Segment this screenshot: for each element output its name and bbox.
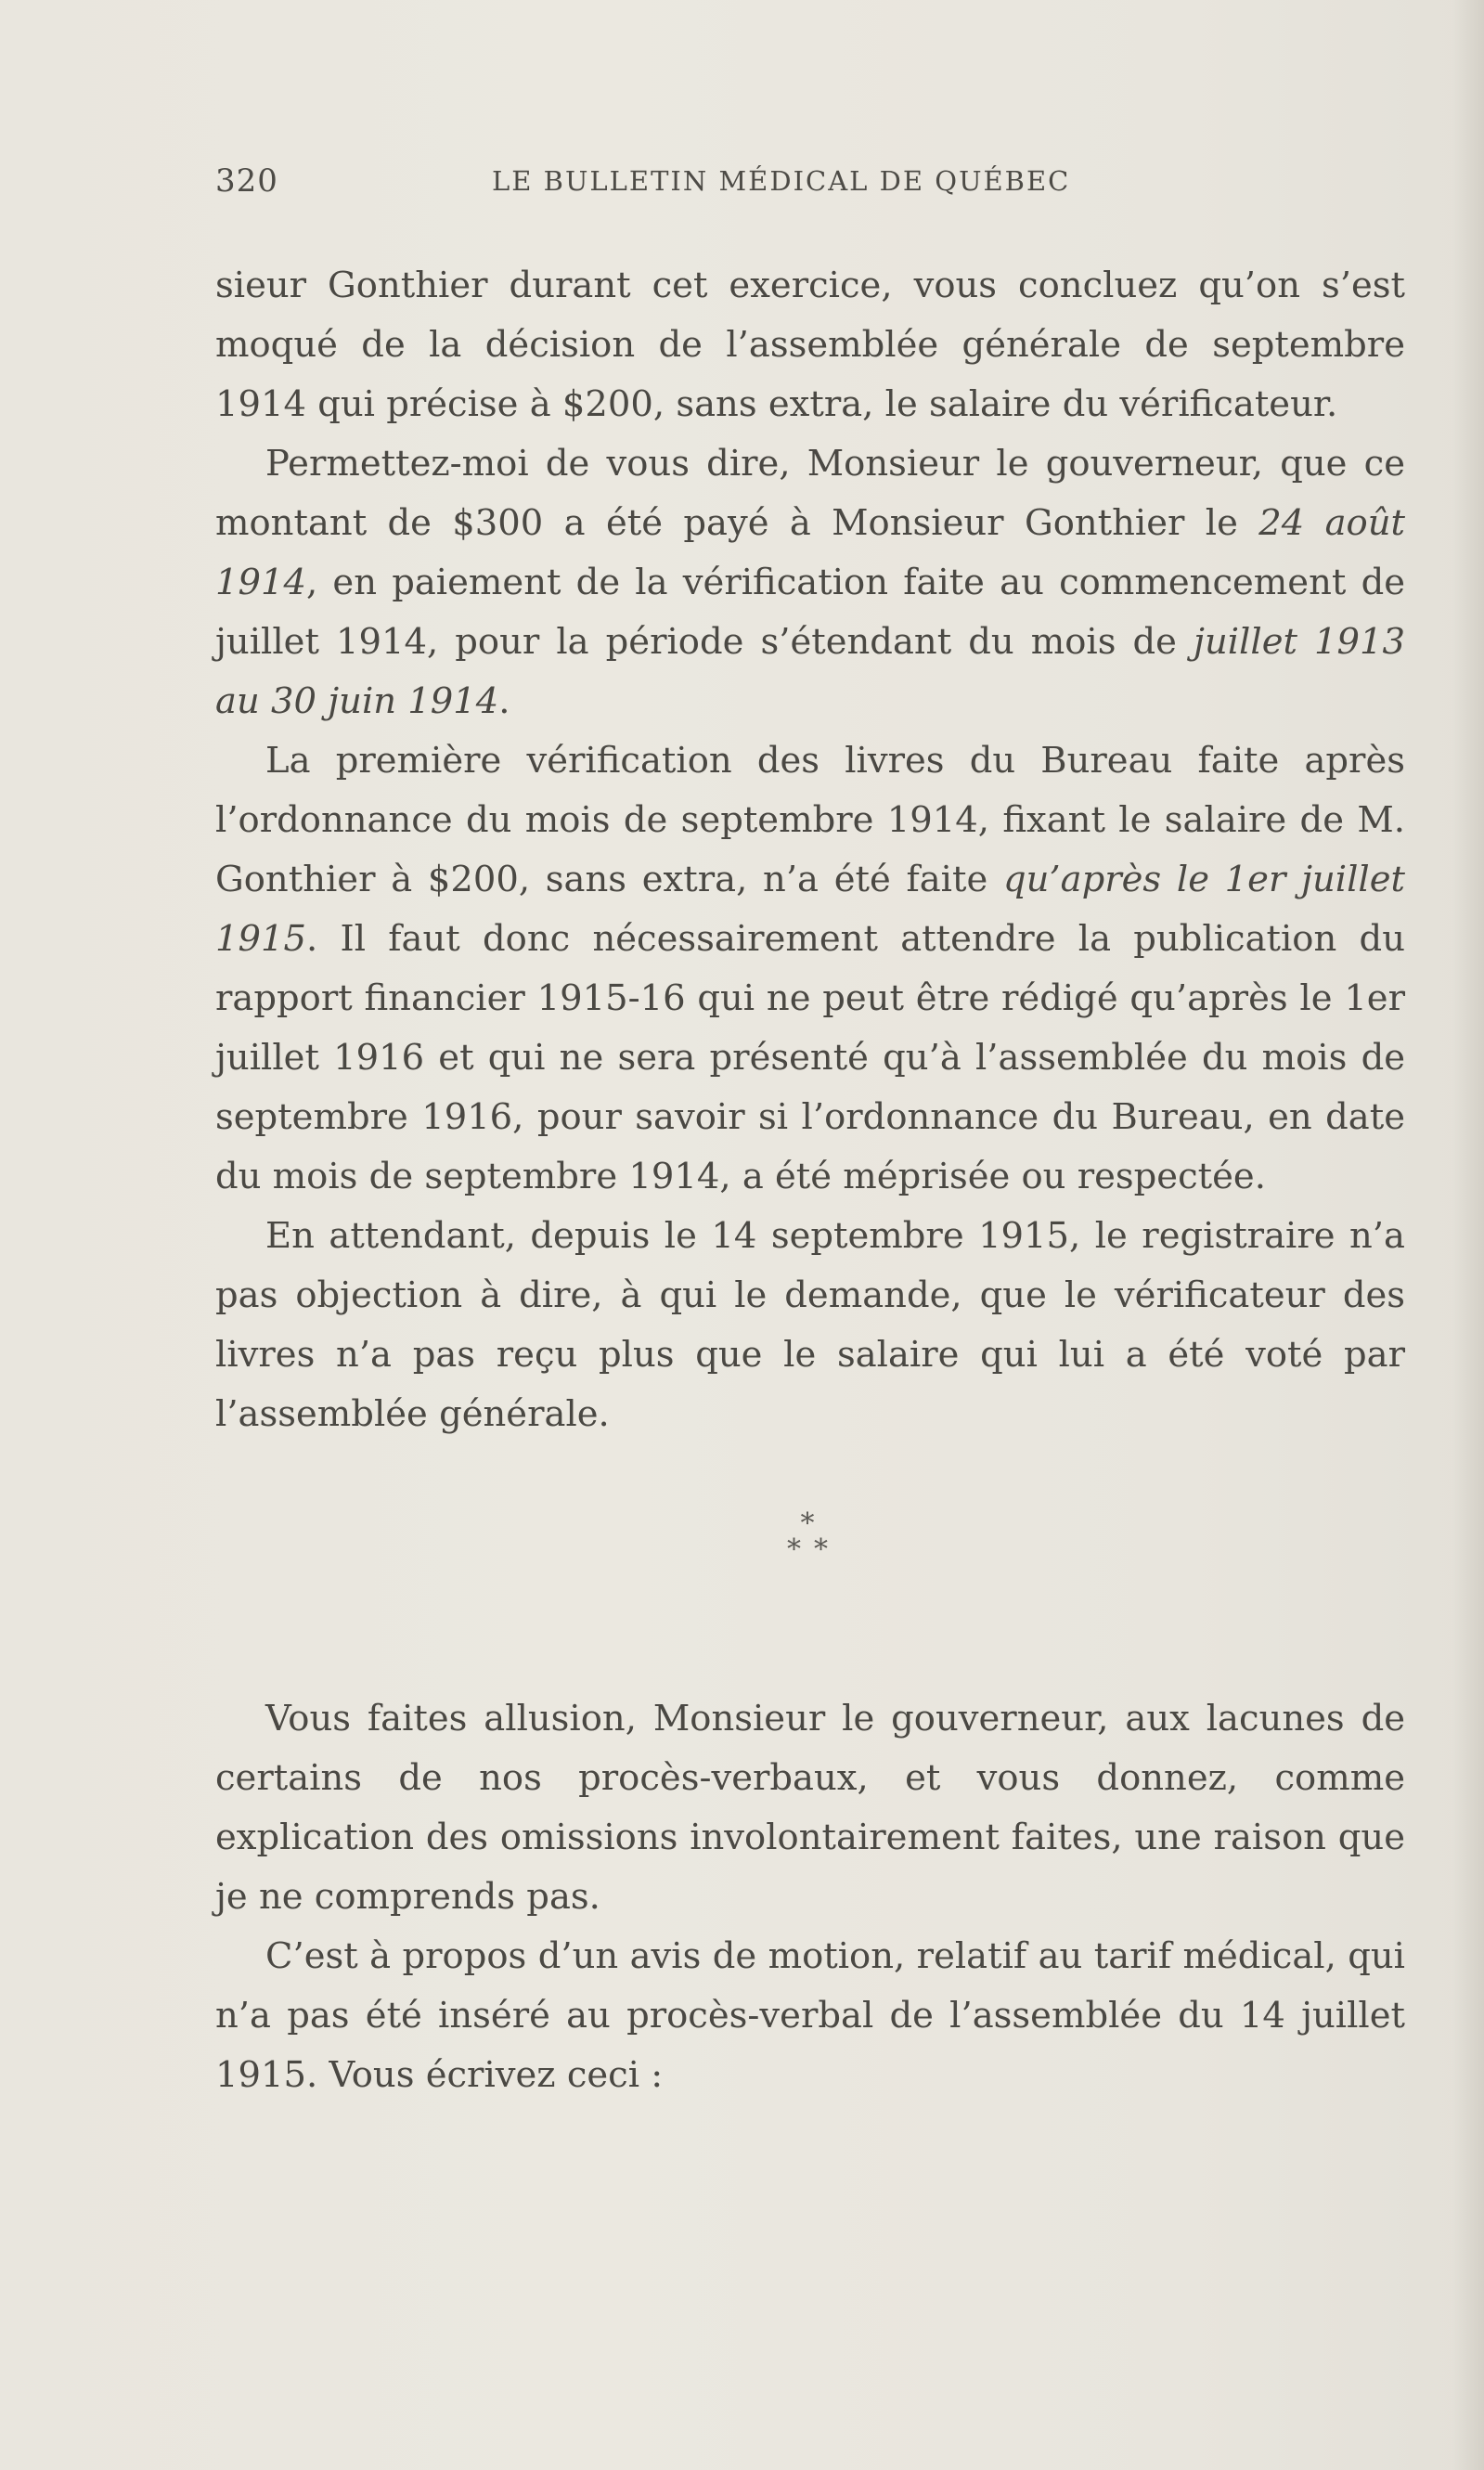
asterism-bottom: ** [787,1533,841,1566]
paragraph-text: , en paiement de la vérification faite au commencement de juillet 1914, pour la période s’étendant du mois de [215,562,1405,663]
paragraph-text: La première vérification des livres du Bureau faite après l’ordonnance du mois de septembre 1914, fixant le salaire de M. Gonthier à $200, sans extra, n’a été faite [215,740,1405,900]
page-header [215,162,1405,209]
page-number: 320 [215,162,278,200]
running-title: LE BULLETIN MÉDICAL DE QUÉBEC [492,165,1071,197]
paragraph-motion: C’est à propos d’un avis de motion, relatif au tarif médical, qui n’a pas été inséré au procès-verbal de l’assemblée du 14 juillet 1915. Vous écrivez ceci : [215,1935,1405,2096]
paragraph-text: . [498,680,510,722]
text-block-bottom [215,1689,1405,2105]
paragraph-allusion: Vous faites allusion, Monsieur le gouverneur, aux lacunes de certains de nos procès-verbaux, et vous donnez, comme explication des omissions involontairement faites, une raison que je ne comprends pas. [215,1698,1405,1918]
paragraph-continuation: sieur Gonthier durant cet exercice, vous concluez qu’on s’est moqué de la décision de l’assemblée générale de septembre 1914 qui précise à $200, sans extra, le salaire du vérificateur. [215,265,1405,425]
paragraph-verification [215,731,1405,1207]
paragraph-payment [215,434,1405,731]
paragraph-meanwhile: En attendant, depuis le 14 septembre 1915, le registraire n’a pas objection à dire, à qui le demande, que le vérificateur des livres n’a pas reçu plus que le salaire qui lui a été voté par l’assemblée générale. [215,1215,1405,1435]
text-block-top [215,256,1405,1444]
page-edge-shadow [1452,0,1484,2470]
italic-date: qu’après le 1er juillet 1915 [215,859,1406,960]
paragraph-text: Permettez-moi de vous dire, Monsieur le gouverneur, que ce montant de $300 a été payé à Monsieur Gonthier le [215,443,1405,544]
italic-date: 24 août 1914 [215,502,1405,603]
italic-period: juillet 1913 au 30 juin 1914 [215,621,1405,722]
asterism-top: * [800,1507,815,1540]
asterism-separator [761,1507,854,1567]
paragraph-text: . Il faut donc nécessairement attendre la publication du rapport financier 1915-16 qui ne peut être rédigé qu’après le 1er juillet 1916 et qui ne sera présenté qu’à l’assemblée du mois de septembre 1916, pour savoir si l’ordonnance du Bureau, en date du mois de septembre 1914, a été méprisée ou respectée. [215,918,1405,1197]
